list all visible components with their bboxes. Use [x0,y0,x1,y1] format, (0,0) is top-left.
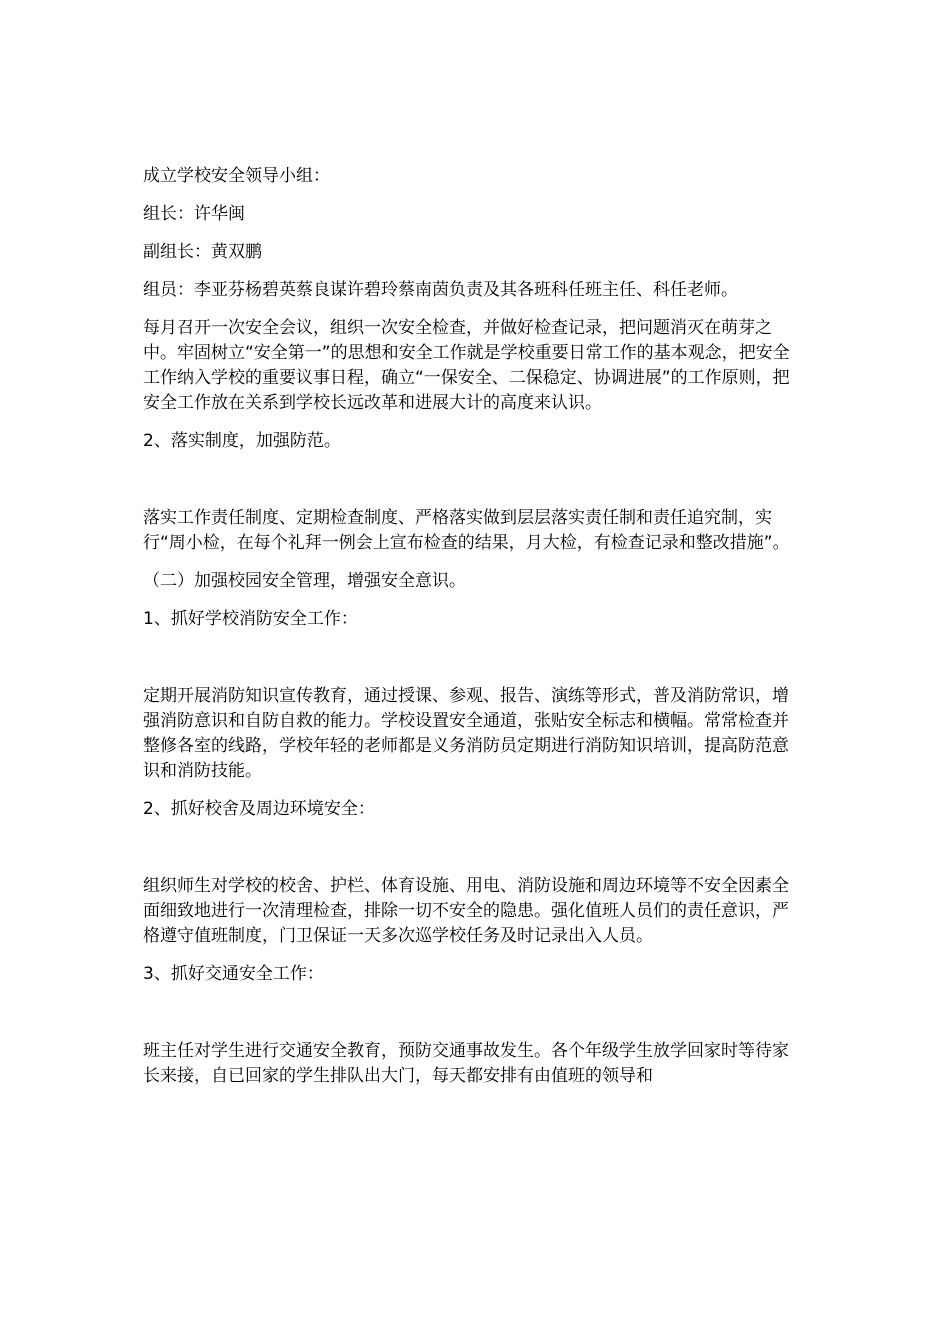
section-heading-traffic-safety: 3、抓好交通安全工作： [143,964,324,984]
paragraph-traffic-safety: 班主任对学生进行交通安全教育，预防交通事故发生。各个年级学生放学回家时等待家长来接，自已回家的学生排队出大门，每天都安排有由值班的领导和 [143,1041,789,1086]
paragraph-responsibility-system: 落实工作责任制度、定期检查制度、严格落实做到层层落实责任制和责任追究制，实行“周小检，在每个礼拜一例会上宣布检查的结果，月大检，有检查记录和整改措施”。 [143,508,790,553]
paragraph-fire-safety: 定期开展消防知识宣传教育，通过授课、参观、报告、演练等形式，普及消防常识，增强消防意识和自防自救的能力。学校设置安全通道，张贴安全标志和横幅。常常检查并整修各室的线路，学校年轻的老师都是义务消防员定期进行消防知识培训，提高防范意识和消防技能。 [143,686,789,781]
paragraph-group-members: 组员：李亚芬杨碧英蔡良谋许碧玲蔡南茵负责及其各班科任班主任、科任老师。 [143,280,738,300]
paragraph-group-intro: 成立学校安全领导小组： [143,166,330,186]
section-heading-school-environment: 2、抓好校舍及周边环境安全： [143,799,375,819]
section-heading-fire-safety: 1、抓好学校消防安全工作： [143,609,358,629]
section-heading-campus-safety: （二）加强校园安全管理，增强安全意识。 [143,571,466,591]
document-body [143,164,803,1102]
paragraph-group-leader: 组长：许华闽 [143,204,245,224]
section-heading-implement-system: 2、落实制度，加强防范。 [143,431,341,451]
paragraph-deputy-leader: 副组长：黄双鹏 [143,242,262,262]
paragraph-school-environment: 组织师生对学校的校舍、护栏、体育设施、用电、消防设施和周边环境等不安全因素全面细致地进行一次清理检查，排除一切不安全的隐患。强化值班人员们的责任意识，严格遵守值班制度，门卫保证一天多次巡学校任务及时记录出入人员。 [143,876,789,946]
paragraph-monthly-meeting: 每月召开一次安全会议，组织一次安全检查，并做好检查记录，把问题消灭在萌芽之中。牢固树立“安全第一”的思想和安全工作就是学校重要日常工作的基本观念，把安全工作纳入学校的重要议事日程，确立“一保安全、二保稳定、协调进展”的工作原则，把安全工作放在关系到学校长远改革和进展大计的高度来认识。 [143,318,790,413]
